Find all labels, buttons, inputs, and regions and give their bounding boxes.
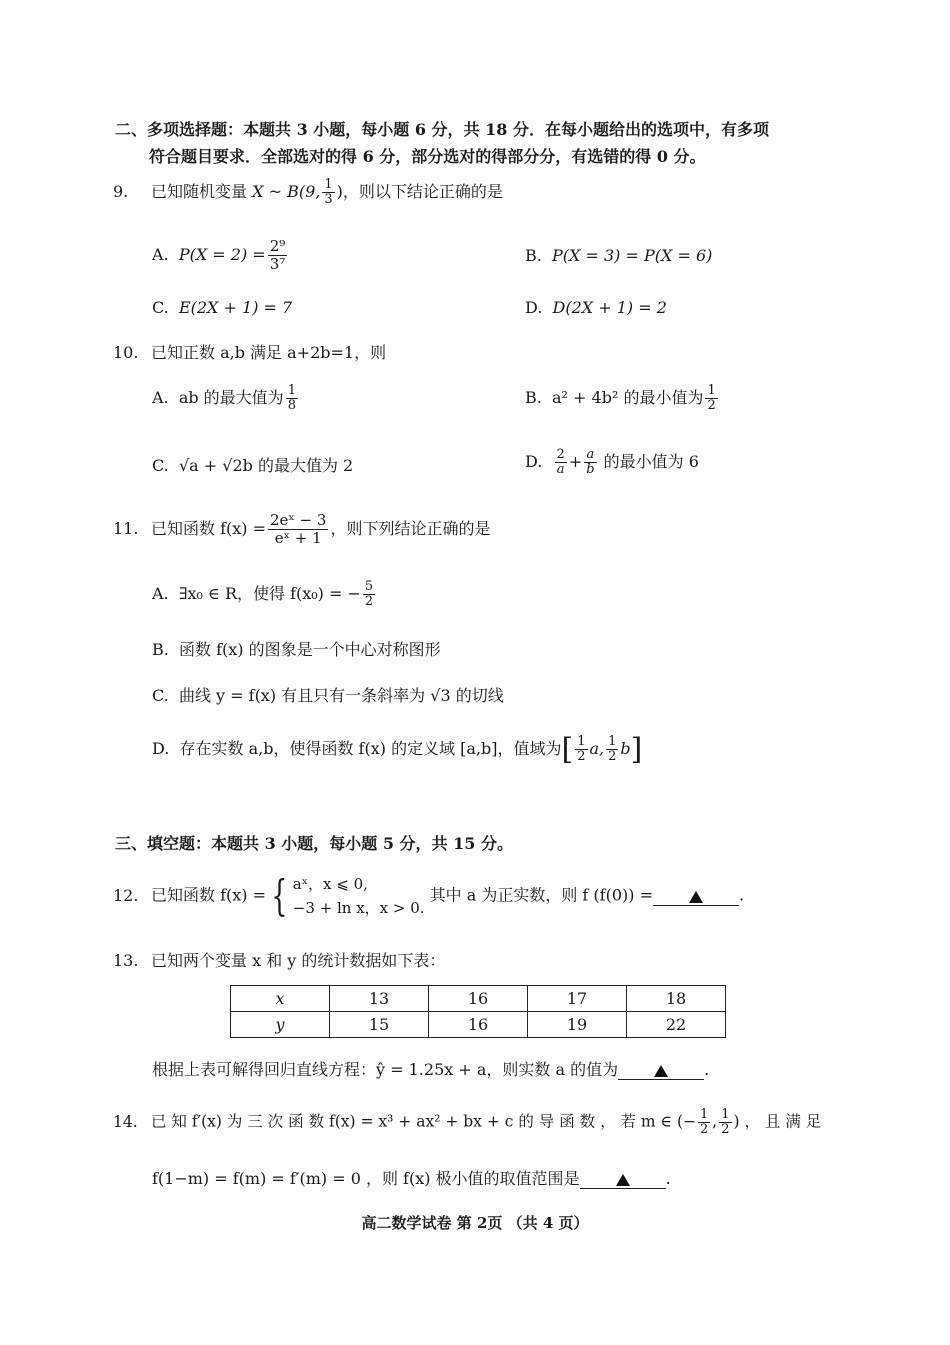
math-var: X — [252, 182, 264, 201]
option-10a: A. ab 的最大值为 $\frac{1}{8}$ — [152, 383, 296, 413]
fraction: $\frac{1}{2}$ — [577, 734, 586, 764]
table-row: y 15 16 19 22 — [231, 1012, 726, 1038]
question-13 — [113, 948, 445, 971]
fraction: $\frac{1}{2}$ — [721, 1107, 730, 1137]
option-9a: A. P(X = 2) = $\frac{\text{2⁹}}{\text{3⁷}}$ — [152, 237, 286, 273]
question-stem: 已知函数 f(x) = — [151, 519, 267, 538]
fraction: $\frac{2}{a}$ — [556, 447, 565, 477]
question-number: 9. — [113, 182, 129, 201]
option-11b: B. 函数 f(x) 的图象是一个中心对称图形 — [152, 640, 441, 659]
option-11c: C. 曲线 y = f(x) 有且只有一条斜率为 √3 的切线 — [152, 686, 504, 705]
option-9d: D. D(2X + 1) = 2 — [525, 298, 667, 317]
question-number: 12. — [113, 885, 139, 905]
question-number: 10. — [113, 343, 139, 362]
answer-blank[interactable] — [653, 889, 739, 906]
question-14: 14. 已 知 f′(x) 为 三 次 函 数 f(x) = x³ + ax² + bx + c 的 导 函 数 ， 若 m ∈ (− $\frac{1}{2}$ , $\frac{1}{2}$ ) ， 且 满 足 — [113, 1107, 822, 1137]
question-number: 14. — [113, 1112, 138, 1131]
piecewise-cases: aˣ，x ⩽ 0, −3 + ln x，x > 0. — [292, 875, 425, 917]
question-9 — [113, 178, 503, 207]
fraction: $\frac{1}{2}$ — [707, 383, 716, 413]
statistics-table — [230, 985, 726, 1038]
fraction: $\frac{5}{2}$ — [364, 579, 374, 609]
question-stem: 已知两个变量 x 和 y 的统计数据如下表： — [151, 951, 446, 970]
section-2-header — [115, 116, 769, 170]
table-row: x 13 16 17 18 — [231, 986, 726, 1012]
fraction: $\frac{\text{2⁹}}{\text{3⁷}}$ — [269, 237, 286, 273]
question-number: 13. — [113, 951, 139, 970]
fraction: $\frac{1}{8}$ — [287, 383, 296, 413]
section-2-line-2: 符合题目要求．全部选对的得 6 分，部分选对的得部分分，有选错的得 0 分。 — [149, 147, 706, 166]
question-stem: 已知随机变量 — [151, 182, 248, 201]
question-14-line-2: f(1−m) = f(m) = f′(m) = 0 ，则 f(x) 极小值的取值范围是 . — [152, 1169, 671, 1188]
page-footer: 高二数学试卷 第 2页 （共 4 页） — [361, 1214, 589, 1232]
option-11d: D. 存在实数 a,b，使得函数 f(x) 的定义域 [a,b]，值域为[ $\frac{1}{2}$ a, $\frac{1}{2}$ b] — [152, 732, 643, 767]
question-10 — [113, 340, 386, 363]
section-3-title: 三、填空题：本题共 3 小题，每小题 5 分，共 15 分。 — [115, 834, 513, 853]
question-stem-end: )，则以下结论正确的是 — [336, 182, 503, 201]
question-stem: 已知函数 f(x) = — [151, 885, 267, 905]
option-9b: B. P(X = 3) = P(X = 6) — [525, 246, 713, 265]
fraction: $\frac{1}{2}$ — [700, 1107, 709, 1137]
fraction: $\frac{1}{3}$ — [324, 177, 333, 207]
option-10d: D. $\frac{2}{a}$ + $\frac{a}{b}$ 的最小值为 6 — [525, 447, 699, 477]
question-stem: 已知正数 a,b 满足 a+2b=1，则 — [151, 343, 387, 362]
question-11: 11. 已知函数 f(x) = $\frac{\text{2eˣ − 3}}{\text{eˣ + 1}}$ ，则下列结论正确的是 — [113, 511, 491, 547]
triangle-icon — [689, 891, 703, 903]
option-10c: C. √a + √2b 的最大值为 2 — [152, 456, 354, 475]
section-3-header — [115, 830, 513, 857]
question-12: 12. 已知函数 f(x) = { aˣ，x ⩽ 0, −3 + ln x，x > 0. 其中 a 为正实数，则 f (f(0)) = . — [113, 871, 745, 920]
answer-blank[interactable] — [580, 1172, 666, 1189]
fraction: $\frac{\text{2eˣ − 3}}{\text{eˣ + 1}}$ — [270, 511, 327, 547]
triangle-icon — [616, 1174, 630, 1186]
fraction: $\frac{a}{b}$ — [586, 447, 595, 477]
triangle-icon — [654, 1065, 668, 1077]
math-expr: ~ B(9, — [263, 182, 321, 201]
question-number: 11. — [113, 519, 139, 538]
option-11a: A. ∃x₀ ∈ R，使得 f(x₀) = − $\frac{5}{2}$ — [152, 579, 374, 609]
section-2-line-1: 二、多项选择题：本题共 3 小题，每小题 6 分，共 18 分．在每小题给出的选项中，有多项 — [115, 120, 769, 139]
question-13-followup: 根据上表可解得回归直线方程：ŷ = 1.25x + a，则实数 a 的值为 . — [152, 1060, 710, 1079]
fraction: $\frac{1}{2}$ — [608, 734, 617, 764]
option-9c: C. E(2X + 1) = 7 — [152, 298, 293, 317]
option-10b: B. a² + 4b² 的最小值为 $\frac{1}{2}$ — [525, 383, 716, 413]
answer-blank[interactable] — [618, 1063, 704, 1080]
